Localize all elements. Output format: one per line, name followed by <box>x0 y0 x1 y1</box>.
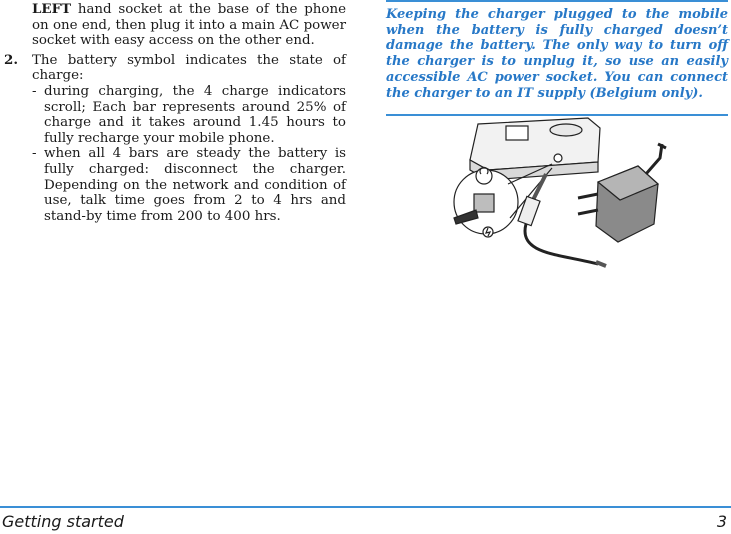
intro-text: hand socket at the base of the phone on one end, then plug it into a main AC power socket with easy access on the other end. <box>32 2 346 49</box>
right-column <box>386 0 728 116</box>
left-keyword: LEFT <box>32 1 72 17</box>
footer-rule <box>0 506 731 508</box>
page-number: 3 <box>716 512 727 531</box>
list-item-text: The battery symbol indicates the state of charge: <box>32 52 346 84</box>
dash-marker: - <box>32 83 37 99</box>
bullet-charging <box>32 84 346 146</box>
section-title: Getting started <box>2 512 124 531</box>
note-top-rule <box>386 0 728 2</box>
list-item-2 <box>4 53 346 225</box>
list-number: 2. <box>4 51 18 68</box>
charger-cable <box>518 174 606 266</box>
intro-paragraph <box>4 2 346 49</box>
charger-illustration <box>448 114 668 274</box>
bullet-text: during charging, the 4 charge indicators scroll; Each bar represents around 25% of charge and it takes around 1.45 hours to fully recharge your mobile phone. <box>44 83 346 146</box>
bullet-charged <box>32 146 346 224</box>
charger-note: Keeping the charger plugged to the mobile when the battery is fully charged doesn’t damage the battery. The only way to turn off the charger is to unplug it, so use an easily accessible AC power socket. You can connect the charger to an IT supply (Belgium only). <box>386 7 728 101</box>
dash-marker: - <box>32 146 37 162</box>
left-column <box>4 2 346 224</box>
bullet-text: when all 4 bars are steady the battery is fully charged: disconnect the charger. Depending on the network and condition of use, talk time goes from 2 to 4 hrs and stand-by time from 200 to 400 hrs. <box>44 146 346 224</box>
